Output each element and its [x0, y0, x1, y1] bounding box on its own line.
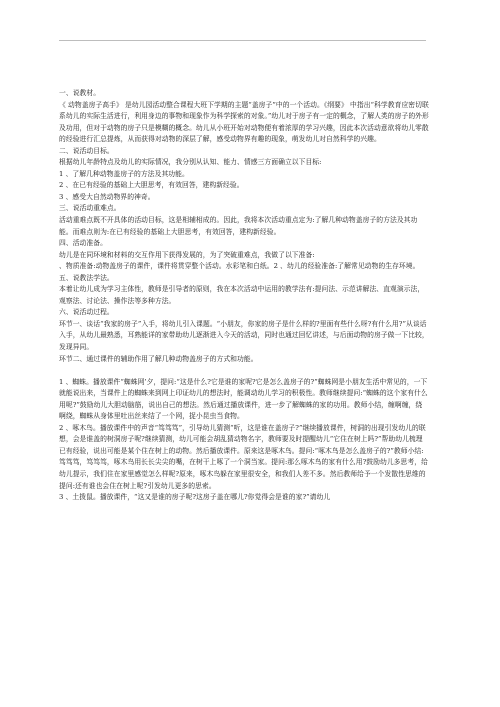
section-heading-5: 五、说教法学法。 — [59, 273, 114, 282]
section-heading-6: 六、说活动过程。 — [59, 308, 114, 317]
list-item: 2 、啄木鸟。播放课件中的声音“笃笃笃”，引导幼儿猜测“听，这是谁在盖房子?”继续播放课件，树洞的出现引发幼儿的联想，会是谁盖的树洞房子呢?继续猜测，幼儿可能会胡乱猜动物名字，教师要及时提醒幼儿“它住在树上吗?”帮助幼儿梳理已有经验，说出可能是某个住在树上的动物。然后播放课件。原来这是啄木鸟。提问:“啄木鸟是怎么盖房子的?”教师小结:笃笃笃，笃笃笃，啄木鸟用长长尖尖的嘴，在树干上啄了一个洞当家。提问:那么啄木鸟的家有什么用?鼓励幼儿多思考，给幼儿提示，我们住在家里感觉怎么样呢?原来，啄木鸟躲在家里很安全，和我们人差不多。然后教师给予一个发散性思维的提问:还有谁也会住在树上呢?引发幼儿更多的思索。 — [59, 423, 428, 490]
paragraph: 、物质准备:动物盖房子的课件，课件将贯穿整个活动。水彩笔和白纸。2 、幼儿的经验准备:了解常见动物的生存环境。 — [59, 262, 420, 271]
section-heading-3: 三、说活动重难点。 — [59, 204, 121, 213]
header-rule — [59, 40, 426, 41]
list-item: 3 、土拨鼠。播放课件，“这又是谁的房子呢?这房子盖在哪儿?你觉得会是谁的家?”请幼儿 — [59, 493, 331, 502]
section-heading-2: 二、说活动目标。 — [59, 146, 114, 155]
document-body — [59, 88, 429, 504]
paragraph-intro: 《 动物盖房子高手》 是幼儿园活动整合课程大班下学期的主题“盖房子”中的一个活动。《纲要》 中指出“科学教育应密切联系幼儿的实际生活进行，利用身边的事物和现象作为科学探索的对象。”幼儿对于房子有一定的概念，了解人类的房子的外形及功用，但对于动物的房子只是模糊的概念。幼儿从小班开始对动物便有着浓厚的学习兴趣，因此本次活动意欲将幼儿零散的经验进行汇总提炼，从而获得对动物的深层了解，感受动物界有趣的现象，萌发幼儿对自然科学的兴趣。 — [59, 100, 429, 144]
list-item: 3 、感受大自然动物界的神奇。 — [59, 192, 155, 201]
paragraph: 本着让幼儿成为学习主体性，教师是引导者的原则，我在本次活动中运用的教学法有:提问法、示范讲解法、直观演示法，观察法、讨论法、操作法等多种方法。 — [59, 285, 425, 305]
paragraph: 活动重难点既不开具体的活动目标，这是相辅相成的。因此，我将本次活动重点定为:了解几种动物盖房子的方法及其功能。而难点则为:在已有经验的基础上大胆思考，有效回答，建构新经验。 — [59, 216, 418, 236]
paragraph: 幼儿是在同环境和材料的交互作用下获得发展的，为了突破重难点，我做了以下准备: — [59, 250, 315, 259]
section-heading-1: 一、说教材。 — [59, 89, 101, 97]
paragraph: 环节二、通过课件的辅助作用了解几种动物盖房子的方式和功能。 — [59, 354, 258, 363]
list-item: 1 、了解几种动物盖房子的方法及其功能。 — [59, 169, 189, 178]
list-item: 1 、蜘蛛。播放课件“蜘蛛网’夕，提问:“这是什么?它是谁的家呢?它是怎么盖房子的?”蜘蛛网是小朋友生活中常见的，一下就能说出来，当课件上的蜘蛛来到网上印证幼儿的想法时，能调动幼儿学习的积极性。教师继续提问:“蜘蛛的这个家有什么用呢?”鼓励幼儿大胆动脑筋，说出自己的想法。然后通过播放课件，进一步了解蜘蛛的家的功用。教师小结，缠啊缠，绕啊绕，蜘蛛从身体里吐出丝来结了一个网，捉小昆虫当食物。 — [59, 377, 428, 421]
section-heading-4: 四、活动准备。 — [59, 239, 107, 248]
paragraph: 环节一、谈话“我家的房子”入手，将幼儿引入课题。“小朋友，你家的房子是什么样的?里面有些什么呀?有什么用?”从谈话入手，从幼儿最熟悉，耳熟能详的家带助幼儿逐渐进入今天的活动，同时也通过回忆讲述，与后面动物的房子做一下比较，发现异同。 — [59, 319, 429, 352]
paragraph: 根据幼儿年龄特点及幼儿的实际情况，我分别从认知、能力、情感三方面确立以下目标: — [59, 158, 322, 167]
list-item: 2 、在已有经验的基础上大胆思考，有效回答，建构新经验。 — [59, 181, 244, 190]
